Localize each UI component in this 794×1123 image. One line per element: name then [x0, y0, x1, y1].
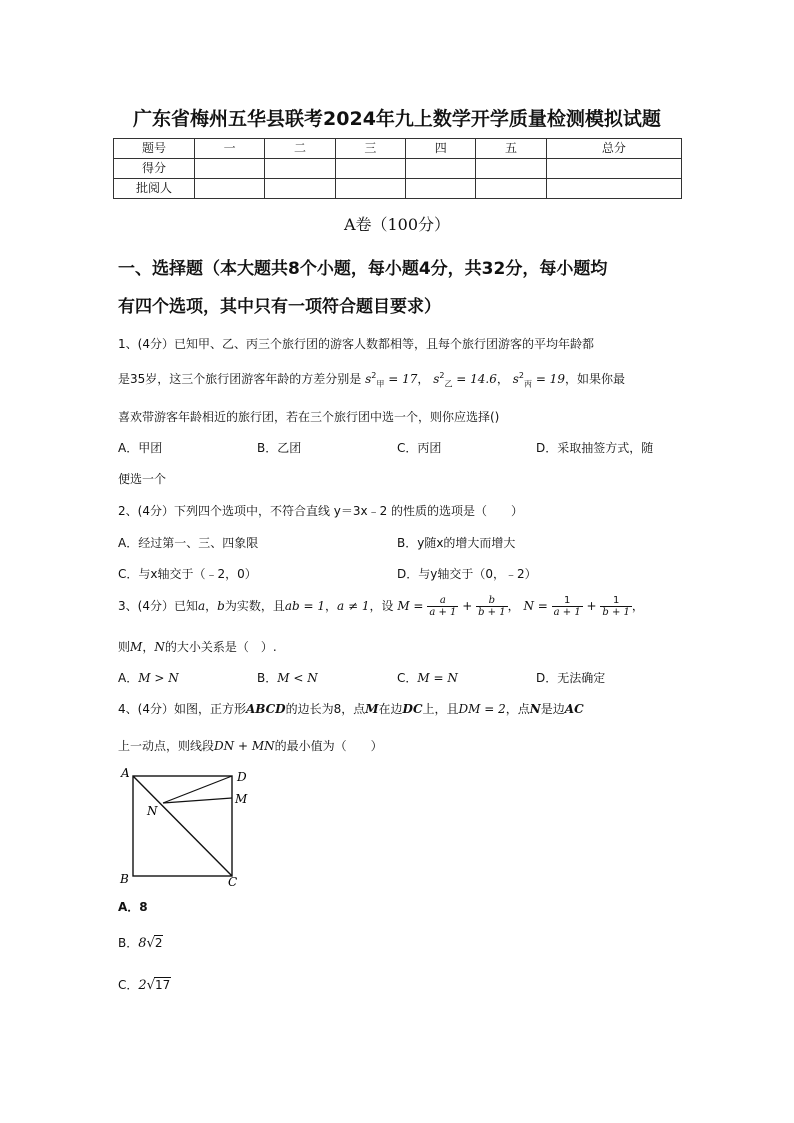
var-m: M — [130, 640, 143, 654]
table-cell — [195, 159, 265, 179]
variance-value: = 17 — [388, 372, 418, 386]
q2-option-d: D．与y轴交于（0，﹣2） — [397, 567, 537, 581]
radicand: 2 — [154, 936, 163, 950]
table-cell: 二 — [265, 139, 335, 159]
variance-symbol: s — [433, 372, 440, 386]
label-n: N — [147, 804, 158, 818]
variance-sub: 甲 — [376, 379, 385, 389]
separator: ， — [496, 372, 509, 386]
table-cell — [546, 159, 681, 179]
variance-sub: 乙 — [444, 379, 453, 389]
q4-option-c: C．2√17 — [118, 978, 171, 993]
label-b: B — [120, 872, 129, 886]
q2-option-c: C．与x轴交于（﹣2，0） — [118, 567, 257, 581]
plus-sign: + — [462, 599, 473, 613]
label-c: C — [228, 875, 238, 889]
var-b: b — [217, 599, 225, 613]
table-cell: 总分 — [546, 139, 681, 159]
point-n: N — [529, 702, 541, 716]
page-title: 广东省梅州五华县联考2024年九上数学开学质量检测模拟试题 — [133, 108, 661, 130]
q1-option-a: A．甲团 — [118, 441, 163, 455]
condition-a: a ≠ 1 — [337, 599, 370, 613]
side-ac: AC — [564, 702, 584, 716]
separator: ， — [631, 599, 644, 613]
q3-option-c: C．M = N — [397, 671, 458, 685]
table-cell: 得分 — [114, 159, 195, 179]
separator: ， — [324, 599, 337, 613]
q1-text: 是35岁，这三个旅行团游客年龄的方差分别是 — [118, 372, 362, 386]
section-heading: 一、选择题（本大题共8个小题，每小题4分，共32分，每小题均 — [118, 259, 608, 279]
q1-option-b: B．乙团 — [257, 441, 302, 455]
q3-text: 为实数，且 — [224, 599, 285, 613]
q3-text: ，设 — [369, 599, 394, 613]
table-cell — [265, 159, 335, 179]
separator: ， — [507, 599, 520, 613]
separator: ， — [142, 640, 155, 654]
section-heading-cont: 有四个选项，其中只有一项符合题目要求） — [118, 297, 441, 317]
table-cell: 五 — [476, 139, 546, 159]
q3-line1 — [118, 592, 644, 620]
table-cell — [335, 159, 405, 179]
plus-sign: + — [586, 599, 597, 613]
q1-option-c: C．丙团 — [397, 441, 442, 455]
diagonal-ac — [133, 776, 232, 876]
point-m: M — [365, 702, 379, 716]
q1-option-d: D．采取抽签方式，随 — [536, 441, 654, 455]
table-cell: 四 — [406, 139, 476, 159]
table-cell — [406, 159, 476, 179]
score-table — [113, 138, 682, 199]
radicand: 17 — [154, 978, 171, 992]
table-cell — [406, 179, 476, 199]
expr-dn-mn: DN + MN — [214, 739, 275, 753]
expr-n-label: N = — [523, 599, 548, 613]
q3-option-a: A．M > N — [118, 671, 179, 685]
variance-symbol: s — [512, 372, 519, 386]
expr-m-label: M = — [397, 599, 424, 613]
table-cell: 一 — [195, 139, 265, 159]
table-cell — [335, 179, 405, 199]
table-row — [114, 159, 682, 179]
variance-sub: 丙 — [523, 379, 532, 389]
square-name: ABCD — [245, 702, 286, 716]
q4-option-b: B．8√2 — [118, 936, 163, 951]
q1-line1: 1、(4分）已知甲、乙、丙三个旅行团的游客人数都相等，且每个旅行团游客的平均年龄都 — [118, 337, 594, 351]
q3-text: 的大小关系是（ ）. — [164, 640, 277, 654]
condition-dm: DM = 2 — [458, 702, 506, 716]
q4-line2: 上一动点，则线段DN + MN的最小值为（ ） — [118, 739, 383, 753]
table-cell: 题号 — [114, 139, 195, 159]
q3-text: 则 — [118, 640, 131, 654]
square-figure — [116, 765, 256, 890]
table-cell: 批阅人 — [114, 179, 195, 199]
q4-option-a: A．8 — [118, 900, 148, 914]
table-cell — [265, 179, 335, 199]
variance-value: = 19 — [535, 372, 565, 386]
q3-text: 3、(4分）已知 — [118, 599, 198, 613]
label-a: A — [121, 766, 130, 780]
table-cell: 三 — [335, 139, 405, 159]
q1-line2: 是35岁，这三个旅行团游客年龄的方差分别是 $s^2_甲 = 17$， $s^2_乙 = 14.6$， $s^2_丙 = 19$，如果你最 — [118, 371, 625, 389]
q1-text: ，如果你最 — [564, 372, 625, 386]
var-n: N — [154, 640, 165, 654]
table-row — [114, 139, 682, 159]
fraction: $\frac{1}{b + 1}$ — [602, 595, 630, 618]
q4-line1: 4、(4分）如图，正方形ABCD的边长为8，点M在边DC上，且DM = 2，点N是边AC — [118, 702, 584, 716]
separator: ， — [417, 372, 430, 386]
label-d: D — [237, 770, 247, 784]
q3-line2 — [118, 638, 277, 655]
q3-option-b: B．M < N — [257, 671, 318, 685]
section-a-heading: A卷（100分） — [343, 215, 451, 234]
q2-option-b: B．y随x的增大而增大 — [397, 536, 516, 550]
q2-option-a: A．经过第一、三、四象限 — [118, 536, 259, 550]
separator: ， — [205, 599, 218, 613]
q3-option-d: D．无法确定 — [536, 671, 606, 685]
var-a: a — [197, 599, 206, 613]
q1-option-d-cont: 便选一个 — [118, 472, 167, 486]
fraction: $\frac{a}{a + 1}$ — [429, 595, 457, 618]
table-cell — [195, 179, 265, 199]
q2-stem: 2、(4分）下列四个选项中，不符合直线 y＝3x﹣2 的性质的选项是（ ） — [118, 504, 524, 518]
condition-ab: ab = 1 — [284, 599, 325, 613]
table-row — [114, 179, 682, 199]
variance-value: = 14.6 — [456, 372, 497, 386]
table-cell — [476, 179, 546, 199]
variance-symbol: s — [365, 372, 372, 386]
label-m: M — [235, 792, 248, 806]
fraction: $\frac{b}{b + 1}$ — [478, 595, 506, 618]
table-cell — [546, 179, 681, 199]
fraction: $\frac{1}{a + 1}$ — [553, 595, 581, 618]
table-cell — [476, 159, 546, 179]
q1-line3: 喜欢带游客年龄相近的旅行团，若在三个旅行团中选一个，则你应选择() — [118, 410, 500, 424]
side-dc: DC — [402, 702, 423, 716]
